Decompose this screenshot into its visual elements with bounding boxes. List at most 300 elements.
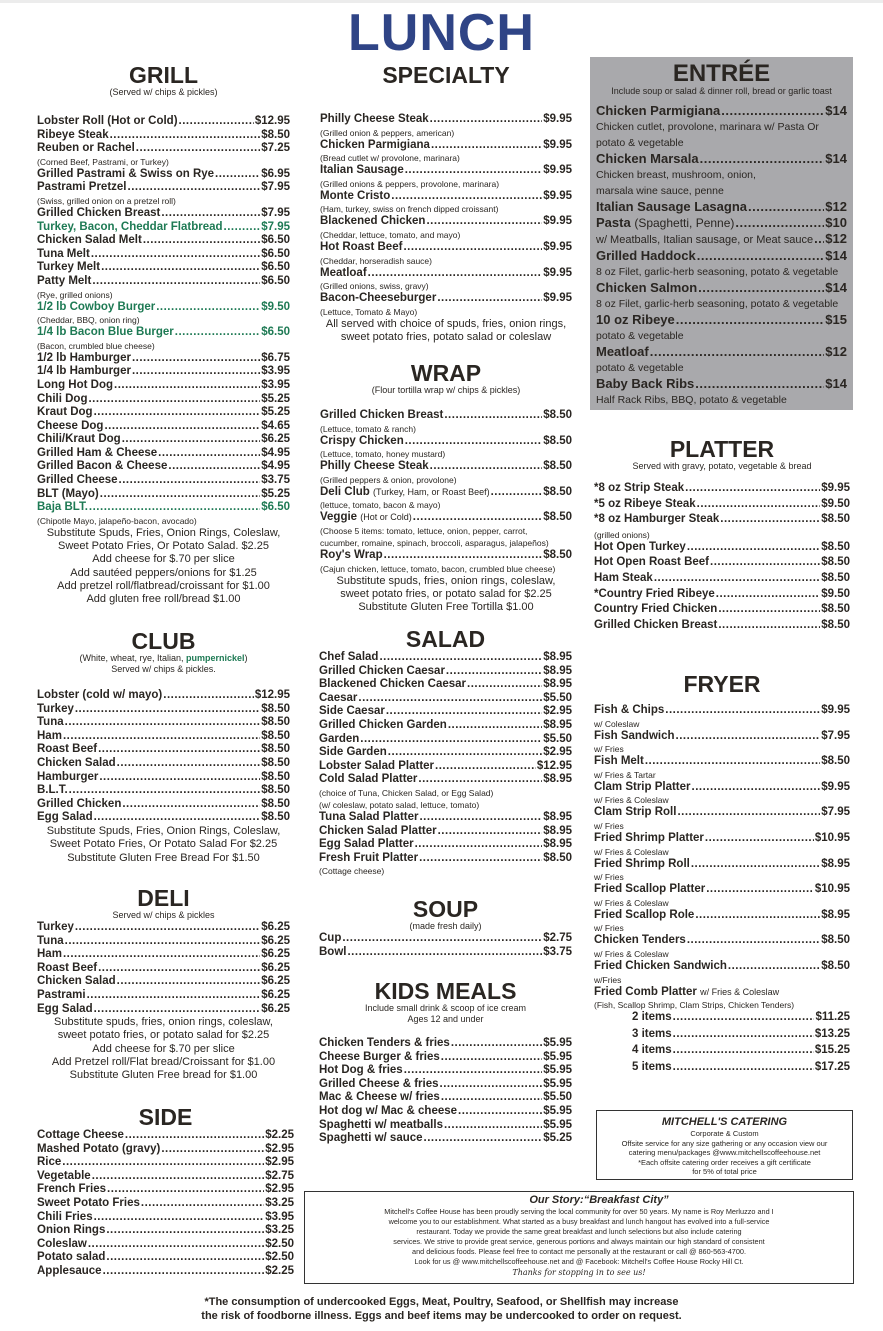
- menu-item: [594, 498, 850, 512]
- item-price: $6.50: [261, 326, 290, 339]
- item-desc: w/ Coleslaw: [594, 718, 640, 729]
- dot-leader: [418, 773, 542, 787]
- item-name: 1/4 lb Hamburger: [37, 365, 131, 378]
- dot-leader: [368, 267, 543, 281]
- dot-leader: [440, 1078, 543, 1092]
- menu-item: [37, 301, 290, 315]
- club-items: [37, 689, 290, 825]
- item-name: 1/2 lb Hamburger: [37, 351, 131, 364]
- section-note: Substitute Gluten Free Tortilla $1.00: [358, 601, 534, 614]
- item-name-wrap: [37, 221, 223, 235]
- item-name-wrap: [596, 312, 675, 328]
- item-price: $9.95: [543, 138, 572, 151]
- menu-item: [37, 365, 290, 379]
- menu-item: [37, 948, 290, 962]
- dot-leader: [104, 420, 260, 434]
- item-name: Ribeye Steak: [37, 128, 109, 141]
- dot-leader: [100, 488, 260, 502]
- item-name-wrap: [37, 248, 90, 262]
- dot-leader: [88, 1238, 264, 1252]
- item-name: Grilled Chicken Breast: [594, 618, 718, 631]
- item-name: Fish Sandwich: [594, 729, 675, 742]
- item-name: Hot dog w/ Mac & cheese: [319, 1104, 458, 1117]
- item-price: $8.50: [821, 556, 850, 569]
- item-desc: (Lettuce, tomato & ranch): [320, 423, 416, 434]
- item-name: Grilled Haddock: [596, 248, 696, 263]
- item-name-wrap: [594, 619, 717, 633]
- section-subheading-2: Served w/ chips & pickles.: [111, 664, 216, 674]
- dot-leader: [179, 115, 254, 129]
- item-name-wrap: [37, 207, 160, 221]
- item-price: $8.95: [543, 651, 572, 663]
- item-name-wrap: [594, 704, 664, 718]
- item-desc: potato & vegetable: [596, 362, 684, 374]
- item-desc: (Cheddar, BBQ, onion ring): [37, 315, 140, 326]
- catering-line: Offsite service for any size gathering or any occasion view our: [621, 1138, 828, 1148]
- item-name: Fried Shrimp Platter: [594, 831, 704, 844]
- menu-item: [37, 716, 290, 730]
- side-section: [37, 1105, 294, 1279]
- item-desc: (Choose 5 items: tomato, lettuce, onion, pepper, carrot,: [320, 525, 528, 536]
- item-price: $6.50: [261, 261, 290, 274]
- menu-item: [37, 460, 290, 474]
- item-name-wrap: [37, 420, 103, 434]
- item-name: Grilled Chicken: [37, 797, 122, 810]
- item-price: $8.95: [543, 664, 572, 677]
- dot-leader: [175, 326, 260, 340]
- item-name: Tuna Salad Platter: [319, 810, 419, 823]
- menu-item: [594, 806, 850, 820]
- item-name: 1/2 lb Cowboy Burger: [37, 300, 156, 313]
- item-name: Chef Salad: [319, 651, 379, 663]
- menu-item: [37, 784, 290, 798]
- story-line: welcome you to our establishment. What started as a busy breakfast and lunch hangout has evolved into a full-service: [388, 1217, 770, 1226]
- item-name: Cheese Dog: [37, 419, 104, 432]
- menu-item: [319, 678, 572, 692]
- section-note: Substitute Gluten Free Bread For $1.50: [67, 851, 260, 864]
- item-name-wrap: [37, 1156, 61, 1170]
- item-desc: (Bread cutlet w/ provolone, marinara): [320, 153, 460, 164]
- item-name: Italian Sausage: [320, 164, 404, 177]
- dot-leader: [692, 781, 821, 795]
- dot-leader: [132, 365, 260, 379]
- menu-item: [319, 665, 572, 679]
- item-name: Side Caesar: [319, 705, 385, 718]
- menu-item: [37, 1238, 294, 1252]
- item-name: Chicken Salmon: [596, 280, 698, 295]
- menu-item: [596, 215, 847, 231]
- menu-item: [37, 1251, 294, 1265]
- item-name: Ham: [37, 729, 62, 742]
- dot-leader: [128, 181, 261, 195]
- dot-leader: [94, 1003, 261, 1017]
- dot-leader: [107, 1183, 264, 1197]
- item-name: Fried Scallop Role: [594, 908, 695, 921]
- section-note: Add cheese for $.70 per slice: [92, 1042, 235, 1055]
- dot-leader: [446, 665, 542, 679]
- sub-text: ): [244, 653, 248, 663]
- dot-leader: [444, 409, 542, 423]
- item-name: Caesar: [319, 691, 358, 704]
- section-heading: SALAD: [405, 626, 486, 652]
- dot-leader: [697, 248, 825, 264]
- section-heading: DELI: [137, 885, 190, 911]
- item-name: Roast Beef: [37, 743, 98, 756]
- item-name: w/ Meatballs, Italian sausage, or Meat sauce: [596, 234, 814, 246]
- item-desc: marsala wine sauce, penne: [596, 185, 724, 197]
- item-price: $8.95: [543, 678, 572, 691]
- item-price: $8.95: [821, 908, 850, 921]
- menu-item: [37, 1224, 294, 1238]
- soup-items: [319, 932, 572, 959]
- item-name: 4 items: [632, 1044, 672, 1057]
- dot-leader: [491, 486, 543, 500]
- menu-item: [319, 1037, 572, 1051]
- item-name-wrap: [594, 572, 653, 586]
- item-name-wrap: [320, 215, 425, 229]
- item-name-wrap: [37, 142, 135, 156]
- dot-leader: [101, 261, 260, 275]
- item-price: $13.25: [814, 1027, 850, 1040]
- menu-item: [319, 838, 572, 852]
- item-price: $9.95: [543, 240, 572, 253]
- item-name-wrap: [37, 433, 121, 447]
- item-name-wrap: [37, 379, 113, 393]
- item-name-wrap: [594, 541, 686, 555]
- item-desc: w/ Fries & Tartar: [594, 769, 656, 780]
- item-price: $15: [825, 312, 847, 327]
- item-name-wrap: [319, 1037, 450, 1051]
- item-name-wrap: [596, 280, 697, 296]
- menu-item: [319, 692, 572, 706]
- item-price: $5.95: [543, 1077, 572, 1090]
- item-name-wrap: [37, 460, 167, 474]
- item-price: $11.25: [815, 1011, 850, 1024]
- item-name-wrap: [37, 1003, 93, 1017]
- item-name: Fried Chicken Sandwich: [594, 959, 727, 972]
- dot-leader: [405, 435, 542, 449]
- dot-leader: [697, 498, 821, 512]
- item-price: $6.50: [261, 247, 290, 260]
- menu-item: [594, 730, 850, 744]
- dot-leader: [122, 433, 261, 447]
- dot-leader: [342, 932, 542, 946]
- item-name-wrap: [320, 486, 490, 500]
- item-name: Grilled Chicken Breast: [320, 409, 444, 421]
- item-price: $6.25: [261, 921, 290, 933]
- section-heading: FRYER: [683, 671, 761, 697]
- dot-leader: [161, 1143, 264, 1157]
- catering-line: Corporate & Custom: [690, 1129, 759, 1138]
- item-name: Fried Shrimp Roll: [594, 857, 690, 870]
- item-price: $8.50: [543, 409, 572, 421]
- menu-item: [37, 1129, 294, 1143]
- dot-leader: [673, 1011, 815, 1025]
- menu-item: [37, 689, 290, 703]
- item-price: $2.95: [543, 705, 572, 718]
- item-price: $17.25: [814, 1060, 850, 1073]
- item-desc: (Grilled onions, swiss, gravy): [320, 281, 429, 292]
- item-desc: 8 oz Filet, garlic-herb seasoning, potato & vegetable: [596, 266, 839, 278]
- menu-item: [319, 852, 572, 866]
- item-desc: w/ Fries & Coleslaw: [594, 948, 669, 959]
- item-price: $6.25: [261, 988, 290, 1001]
- item-name-wrap: [632, 1061, 672, 1075]
- menu-item: [37, 935, 290, 949]
- section-note: Add cheese for $.70 per slice: [92, 553, 235, 566]
- item-name-wrap: [37, 689, 162, 703]
- menu-item: [37, 798, 290, 812]
- item-name-wrap: [594, 934, 686, 948]
- item-name-wrap: [596, 215, 734, 231]
- dot-leader: [114, 379, 260, 393]
- dot-leader: [431, 139, 542, 153]
- salad-items: [319, 651, 572, 877]
- specialty-notes: [320, 318, 572, 345]
- item-name-wrap: [37, 743, 97, 757]
- dot-leader: [698, 280, 824, 296]
- menu-item: [37, 743, 290, 757]
- dot-leader: [735, 215, 824, 231]
- item-name: Roast Beef: [37, 961, 98, 974]
- item-name: Side Garden: [319, 746, 387, 759]
- item-name-wrap: [319, 1078, 439, 1092]
- section-subheading: Served w/ chips & pickles: [112, 910, 215, 920]
- item-note: w/ Fries & Coleslaw: [700, 986, 780, 997]
- item-name-wrap: [37, 393, 87, 407]
- menu-item: [37, 921, 290, 935]
- item-name: Patty Melt: [37, 274, 92, 287]
- menu-item: [594, 603, 850, 617]
- item-name-wrap: [319, 1119, 443, 1133]
- item-name-wrap: [37, 921, 74, 935]
- item-name-wrap: [37, 703, 74, 717]
- menu-item: [594, 588, 850, 602]
- item-desc: cucumber, romaine, spinach, broccoli, asparagus, jalapeños): [320, 537, 549, 548]
- dot-leader: [654, 572, 820, 586]
- item-name-wrap: [37, 275, 91, 289]
- sub-text: (White, wheat, rye, Italian,: [79, 653, 186, 663]
- item-desc: (Lettuce, tomato, honey mustard): [320, 449, 446, 460]
- menu-item: [37, 989, 290, 1003]
- menu-item: [37, 703, 290, 717]
- item-price: $6.50: [261, 234, 290, 247]
- menu-item: [319, 719, 572, 733]
- section-note: Add Pretzel roll/Flat bread/Croissant for $1.00: [51, 1056, 276, 1069]
- dot-leader: [673, 1061, 814, 1075]
- item-price: $14: [825, 151, 847, 166]
- item-price: $8.50: [821, 540, 850, 553]
- section-heading: KIDS MEALS: [374, 978, 517, 1004]
- dot-leader: [158, 447, 260, 461]
- item-name-wrap: [596, 151, 699, 167]
- item-price: $15.25: [814, 1044, 850, 1057]
- menu-item: [320, 460, 572, 474]
- deli-items: [37, 921, 290, 1016]
- item-price: $5.50: [543, 691, 572, 704]
- item-name: Onion Rings: [37, 1224, 106, 1237]
- item-price: $8.50: [821, 571, 850, 584]
- item-desc: (Corned Beef, Pastrami, or Turkey): [37, 156, 169, 167]
- menu-item: [319, 1119, 572, 1133]
- story-line: services. We strive to provide great service, generous portions and always maintain our high standard of consistent: [393, 1237, 765, 1246]
- menu-item: [632, 1011, 850, 1025]
- section-note: Substitute Spuds, Fries, Onion Rings, Coleslaw,: [46, 526, 281, 539]
- item-name-wrap: [319, 719, 447, 733]
- item-price: $3.75: [261, 474, 290, 487]
- item-name-wrap: [37, 1211, 93, 1225]
- item-name: *8 oz Strip Steak: [594, 482, 685, 494]
- item-price: $3.75: [543, 945, 572, 958]
- item-name: Chicken Parmigiana: [320, 138, 430, 151]
- dot-leader: [650, 344, 825, 360]
- item-price: $6.75: [261, 351, 290, 364]
- item-name: Mac & Cheese w/ fries: [319, 1091, 440, 1104]
- item-price: $8.50: [821, 755, 850, 768]
- dot-leader: [103, 1265, 265, 1279]
- item-name: Chicken Salad Platter: [319, 824, 437, 837]
- side-items: [37, 1129, 294, 1279]
- menu-item: [37, 730, 290, 744]
- item-desc: (Cheddar, lettuce, tomato, and mayo): [320, 229, 461, 240]
- club-notes: [37, 825, 290, 865]
- item-desc: (w/ coleslaw, potato salad, lettuce, tomato): [319, 799, 480, 810]
- item-name-wrap: [596, 103, 720, 119]
- menu-item: [596, 376, 847, 392]
- menu-item: [37, 221, 290, 235]
- story-line: restaurant. Today we provide the same great breakfast and lunch selections but also include catering: [416, 1227, 742, 1236]
- item-name: 1/4 lb Bacon Blue Burger: [37, 326, 174, 339]
- item-name-wrap: [37, 234, 142, 248]
- item-price: $8.50: [261, 128, 290, 141]
- item-name: Hot Open Roast Beef: [594, 556, 710, 569]
- story-box: [304, 1191, 854, 1284]
- dot-leader: [92, 1170, 265, 1184]
- item-name-wrap: [37, 301, 155, 315]
- item-name-wrap: [594, 883, 705, 897]
- menu-item: [37, 261, 290, 275]
- item-price: $12.95: [254, 689, 290, 701]
- food-safety-disclaimer: [0, 1295, 883, 1323]
- item-name-wrap: [596, 248, 696, 264]
- item-name-wrap: [37, 811, 93, 825]
- item-name-wrap: [319, 760, 434, 774]
- item-name: Egg Salad Platter: [319, 838, 414, 851]
- item-price: $8.50: [821, 513, 850, 526]
- item-desc: (Grilled onion & peppers, american): [320, 127, 455, 138]
- item-name: Blackened Chicken Caesar: [319, 678, 467, 691]
- item-price: $3.95: [265, 1210, 294, 1223]
- item-name: 5 items: [632, 1060, 672, 1073]
- menu-item: [37, 474, 290, 488]
- catering-line: for 5% of total price: [692, 1167, 757, 1176]
- item-price: $9.95: [821, 704, 850, 716]
- menu-item: [320, 139, 572, 153]
- item-name: Grilled Cheese & fries: [319, 1077, 439, 1090]
- item-price: $5.25: [261, 406, 290, 419]
- menu-item: [319, 825, 572, 839]
- catering-line: catering menu/packages @www.mitchellscoffeehouse.net: [628, 1148, 821, 1157]
- menu-item: [320, 409, 572, 423]
- menu-item: [320, 486, 572, 500]
- soup-section: [319, 897, 572, 959]
- item-name: Sweet Potato Fries: [37, 1196, 140, 1209]
- section-subheading: [37, 653, 290, 664]
- item-price: $8.50: [261, 797, 290, 810]
- dot-leader: [391, 190, 542, 204]
- item-name: Roy's Wrap: [320, 548, 383, 561]
- section-heading: SIDE: [138, 1104, 193, 1130]
- item-price: $6.25: [261, 975, 290, 988]
- item-note: (Turkey, Ham, or Roast Beef): [373, 486, 490, 497]
- item-name: Grilled Ham & Cheese: [37, 446, 158, 459]
- menu-item: [37, 168, 290, 182]
- item-name: Philly Cheese Steak: [320, 113, 429, 125]
- menu-item: [319, 946, 572, 960]
- menu-item: [37, 129, 290, 143]
- item-name: Chili Fries: [37, 1210, 93, 1223]
- item-name: Pastrami Pretzel: [37, 181, 127, 194]
- platter-section: [594, 437, 850, 634]
- menu-item: [319, 733, 572, 747]
- item-name-wrap: [37, 326, 174, 340]
- dot-leader: [728, 960, 820, 974]
- item-name: Deli Club: [320, 485, 370, 498]
- item-name: *5 oz Ribeye Steak: [594, 497, 696, 510]
- menu-item: [319, 651, 572, 665]
- dot-leader: [706, 883, 814, 897]
- item-name: Chicken Salad: [37, 975, 116, 988]
- item-name: Fish Melt: [594, 755, 644, 768]
- section-subheading: Served with gravy, potato, vegetable & bread: [632, 461, 812, 471]
- dot-leader: [141, 1197, 264, 1211]
- item-note: (Spaghetti, Penne): [634, 216, 735, 230]
- item-name: Pastrami: [37, 988, 86, 1001]
- item-price: $2.95: [265, 1156, 294, 1169]
- menu-item: [319, 746, 572, 760]
- item-name: Fried Comb Platter: [594, 985, 697, 998]
- kids-items: [319, 1037, 572, 1146]
- dot-leader: [437, 292, 542, 306]
- dot-leader: [98, 743, 260, 757]
- item-name: Ham: [37, 948, 62, 961]
- item-price: $5.95: [543, 1064, 572, 1077]
- section-subheading: (Served w/ chips & pickles): [109, 87, 218, 97]
- item-desc: (Bacon, crumbled blue cheese): [37, 340, 155, 351]
- menu-item: [37, 248, 290, 262]
- item-name-wrap: [594, 858, 690, 872]
- item-name-wrap: [37, 989, 86, 1003]
- item-name-wrap: [596, 344, 649, 360]
- item-name-wrap: [37, 771, 98, 785]
- item-price: $8.50: [543, 851, 572, 864]
- item-name-wrap: [37, 730, 62, 744]
- item-name-wrap: [594, 832, 704, 846]
- dot-leader: [424, 1132, 543, 1146]
- item-name-wrap: [37, 115, 178, 129]
- dot-leader: [87, 989, 261, 1003]
- item-name: Bacon-Cheeseburger: [320, 292, 437, 305]
- item-name: *8 oz Hamburger Steak: [594, 513, 720, 526]
- menu-item: [37, 275, 290, 289]
- item-price: $14: [825, 376, 847, 391]
- menu-item: [594, 755, 850, 769]
- item-price: $14: [825, 248, 847, 263]
- menu-item: [319, 1105, 572, 1119]
- dot-leader: [720, 513, 820, 527]
- item-name-wrap: [37, 501, 88, 515]
- item-name: Egg Salad: [37, 1002, 93, 1015]
